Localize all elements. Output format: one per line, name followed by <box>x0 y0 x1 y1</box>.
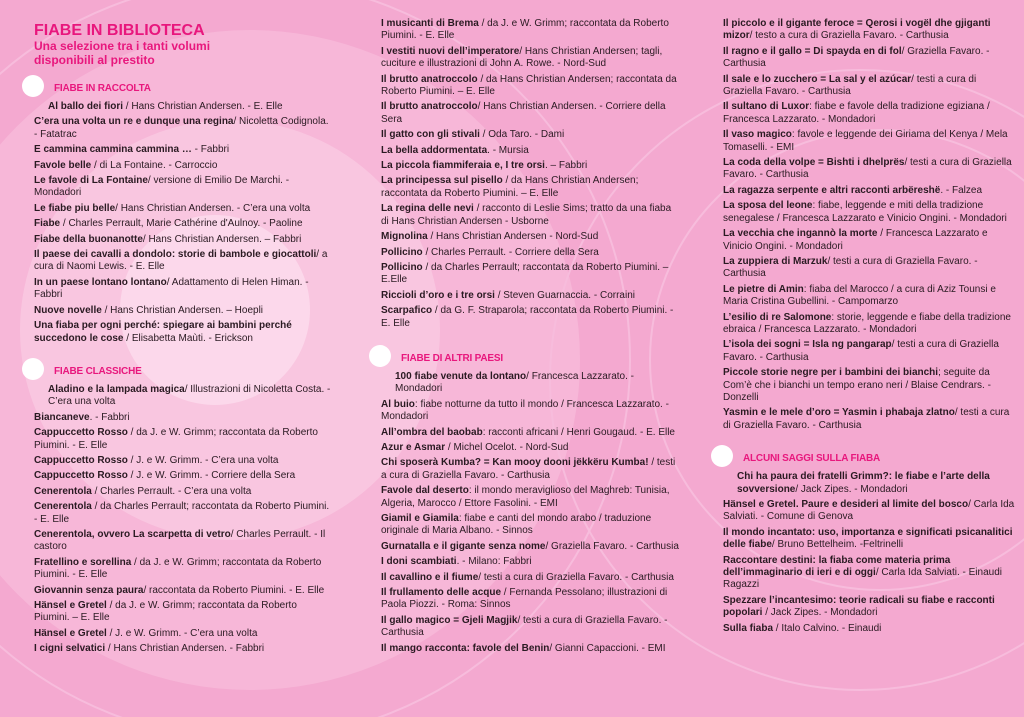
book-credits: / da Hans Christian Andersen; raccontata da Roberto Piumini. – E. Elle <box>381 175 639 199</box>
book-credits: . - Milano: Fabbri <box>456 556 532 568</box>
book-credits: / testi a cura di Graziella Favaro. - Carthusia <box>723 255 978 280</box>
book-credits: / testo a cura di Graziella Favaro. - Carthusia <box>749 30 949 42</box>
book-entry <box>34 320 334 345</box>
book-title: Hänsel e Gretel. Paure e desideri al limite del bosco <box>723 499 969 510</box>
book-entry <box>34 427 334 452</box>
book-title: Il brutto anatroccolo <box>381 101 478 113</box>
section-heading <box>723 451 1018 467</box>
column-2 <box>381 18 681 658</box>
book-title: Fiabe della buonanotte <box>34 233 143 245</box>
book-title: Il sultano di Luxor <box>723 101 810 113</box>
book-credits: / da J. e W. Grimm; raccontata da Roberto Piumini. – E. Elle <box>34 600 297 624</box>
book-credits: / Fernanda Pessolano; illustrazioni di Paola Piozzi. - Roma: Sinnos <box>381 587 668 611</box>
book-title: Le pietre di Amin <box>723 283 804 295</box>
book-entry <box>381 247 681 259</box>
book-entry <box>381 262 681 287</box>
book-entry <box>381 541 681 553</box>
section-label: ALCUNI SAGGI SULLA FIABA <box>743 453 881 465</box>
book-credits: / Adattamento di Helen Himan. - Fabbri <box>34 276 309 301</box>
book-entry <box>723 527 1018 552</box>
book-credits: / Steven Guarnaccia. - Corraini <box>494 289 635 301</box>
book-title: Mignolina <box>381 231 428 243</box>
book-title: La zuppiera di Marzuk <box>723 255 828 267</box>
book-entry <box>723 200 1018 225</box>
book-credits: / testi a cura di Graziella Favaro. - Carthusia <box>381 614 668 639</box>
book-credits: / di La Fontaine. - Carroccio <box>91 159 218 171</box>
book-entry <box>34 101 334 113</box>
book-title: La principessa sul pisello <box>381 175 503 187</box>
section-label: FIABE CLASSICHE <box>54 365 142 377</box>
book-credits: / testi a cura di Graziella Favaro. - Carthusia <box>723 73 977 98</box>
book-credits: / da Hans Christian Andersen; raccontata da Roberto Piumini. – E. Elle <box>381 73 677 98</box>
book-credits: / Elisabetta Maùti. - Erickson <box>123 332 253 344</box>
book-credits: / J. e W. Grimm. - C’era una volta <box>127 454 279 466</box>
book-title: All’ombra del baobab <box>381 426 483 438</box>
book-entry <box>34 277 334 302</box>
section-bullet-icon <box>22 75 44 97</box>
book-entry <box>34 529 334 554</box>
book-entry <box>723 74 1018 99</box>
book-entry <box>381 129 681 141</box>
book-entry <box>381 399 681 424</box>
section-label: FIABE IN RACCOLTA <box>54 83 151 94</box>
book-title: Chi ha paura dei fratelli Grimm?: le fiabe e l’arte della sovversione <box>737 471 990 495</box>
book-title: Fiabe <box>34 218 61 230</box>
book-entry <box>381 290 681 302</box>
book-title: Cenerentola <box>34 485 92 497</box>
book-title: L’isola dei sogni = Isla ng pangarap <box>723 339 892 351</box>
book-title: Cenerentola <box>34 501 92 513</box>
book-entry <box>34 557 334 582</box>
book-title: Le fiabe piu belle <box>34 202 116 214</box>
book-entry <box>381 371 681 396</box>
book-title: La bella addormentata <box>381 144 488 156</box>
book-entry <box>381 615 681 640</box>
book-credits: / Gianni Capaccioni. - EMI <box>549 642 666 654</box>
book-entry <box>723 471 1018 496</box>
book-credits: / Carla Ida Salviati. - Comune di Genova <box>723 499 1015 523</box>
book-title: Cenerentola, ovvero La scarpetta di vetro <box>34 528 231 540</box>
book-entry <box>34 643 334 655</box>
book-credits: / testi a cura di Graziella Favaro. - Carthusia <box>478 571 674 583</box>
book-entry <box>381 46 681 71</box>
book-title: La sposa del leone <box>723 200 813 212</box>
book-title: Al ballo dei fiori <box>48 101 124 112</box>
book-credits: / Francesca Lazzarato. - Mondadori <box>395 370 634 395</box>
book-title: Giovannin senza paura <box>34 584 144 596</box>
book-entry <box>34 600 334 625</box>
book-entry <box>723 499 1018 524</box>
book-entry <box>723 555 1018 592</box>
book-credits: / da J. e W. Grimm; raccontata da Roberto Piumini. - E. Elle <box>34 427 318 451</box>
book-credits: ; seguite da Com’è che i bianchi un tempo erano neri / Blaise Cendrars. - Donzelli <box>723 367 991 403</box>
book-title: Cappuccetto Rosso <box>34 470 128 482</box>
book-entry <box>723 339 1018 364</box>
book-entry <box>34 144 334 156</box>
column-2-body <box>381 18 681 655</box>
section-bullet-icon <box>22 358 44 380</box>
book-title: Favole belle <box>34 159 92 171</box>
book-title: Gurnatalla e il gigante senza nome <box>381 540 546 552</box>
column-3 <box>723 18 1018 638</box>
book-title: Il ragno e il gallo = Di spayda en di fol <box>723 45 902 57</box>
book-entry <box>723 367 1018 404</box>
page-title: FIABE IN BIBLIOTECA <box>34 22 205 39</box>
book-credits: / Jack Zipes. - Mondadori <box>795 483 908 495</box>
book-entry <box>34 455 334 467</box>
book-credits: : fiaba del Marocco / a cura di Aziz Tounsi e Maria Cristina Gubellini. - Campomarzo <box>723 283 996 308</box>
book-credits: / Hans Christian Andersen. - E. Elle <box>123 101 283 112</box>
book-credits: : fiabe e favole della tradizione egiziana / Francesca Lazzarato. - Mondadori <box>723 101 990 125</box>
book-title: Piccole storie negre per i bambini dei bianchi <box>723 367 939 379</box>
book-entry <box>723 407 1018 432</box>
book-title: Riccioli d’oro e i tre orsi <box>381 289 495 301</box>
section-heading <box>34 81 334 97</box>
book-credits: . - Falzea <box>940 184 983 196</box>
book-credits: : fiabe notturne da tutto il mondo / Francesca Lazzarato. - Mondadori <box>381 398 669 423</box>
book-title: Giamil e Giamila <box>381 513 459 524</box>
book-entry <box>381 18 681 43</box>
book-credits: / da J. e W. Grimm; raccontata da Roberto Piumini. - E. Elle <box>34 556 322 581</box>
book-entry <box>34 116 334 141</box>
book-credits: / Hans Christian Andersen - Nord-Sud <box>427 231 599 243</box>
book-credits: / da G. F. Straparola; raccontata da Roberto Piumini. - E. Elle <box>381 305 674 329</box>
book-title: 100 fiabe venute da lontano <box>395 370 527 382</box>
book-entry <box>723 595 1018 620</box>
book-entry <box>723 284 1018 309</box>
book-title: L’esilio di re Salomone <box>723 311 832 323</box>
book-credits: . - Fabbri <box>89 411 130 423</box>
book-title: Fratellino e sorellina <box>34 556 132 568</box>
book-credits: / Charles Perrault. - Corriere della Sera <box>422 246 599 258</box>
book-entry <box>381 145 681 157</box>
book-title: Cappuccetto Rosso <box>34 427 128 439</box>
book-credits: / a cura di Naomi Lewis. - E. Elle <box>34 249 328 273</box>
book-title: Al buio <box>381 398 415 410</box>
book-entry <box>381 442 681 454</box>
book-title: Il paese dei cavalli a dondolo: storie di bambole e giocattoli <box>34 249 317 261</box>
book-entry <box>34 305 334 317</box>
column-1 <box>34 16 334 659</box>
book-credits: / Graziella Favaro. - Carthusia <box>545 540 679 552</box>
book-entry <box>723 46 1018 71</box>
book-entry <box>381 556 681 568</box>
book-credits: / Graziella Favaro. - Carthusia <box>723 45 990 70</box>
book-entry <box>381 587 681 612</box>
book-entry <box>723 623 1018 635</box>
book-title: Favole dal deserto <box>381 485 469 497</box>
book-entry <box>723 157 1018 182</box>
book-title: Il mondo incantato: uso, importanza e significati psicanalitici delle fiabe <box>723 526 1013 551</box>
section-heading <box>34 364 334 380</box>
book-entry <box>34 470 334 482</box>
book-credits: / Michel Ocelot. - Nord-Sud <box>445 441 569 453</box>
book-credits: / Jack Zipes. - Mondadori <box>762 607 878 619</box>
book-entry <box>34 218 334 230</box>
book-title: Hänsel e Gretel <box>34 600 107 611</box>
book-title: Il gallo magico = Gjeli Magjik <box>381 614 518 626</box>
book-credits: / Italo Calvino. - Einaudi <box>773 622 882 634</box>
book-credits: : fiabe, leggende e miti della tradizione senegalese / Francesca Lazzarato e Vinicio Ongini. - Mondadori <box>723 200 1007 224</box>
book-title: Yasmin e le mele d’oro = Yasmin i phabaja zlatno <box>723 407 955 419</box>
book-credits: / raccontata da Roberto Piumini. - E. Elle <box>143 584 325 596</box>
book-credits: / Carla Ida Salviati. - Einaudi Ragazzi <box>723 567 1002 591</box>
book-credits: / testi a cura di Graziella Favaro. - Carthusia <box>381 457 676 481</box>
book-entry <box>723 256 1018 281</box>
book-entry <box>34 501 334 526</box>
book-title: Il piccolo e il gigante feroce = Qerosi i vogël dhe gjiganti mizor <box>723 18 991 42</box>
book-title: Azur e Asmar <box>381 441 446 453</box>
book-credits: / Hans Christian Andersen; tagli, cuciture e illustrazioni di John A. Rowe. - Nord-Sud <box>381 45 663 70</box>
book-credits: / Illustrazioni di Nicoletta Costa. - C’era una volta <box>48 383 331 408</box>
book-title: Nuove novelle <box>34 304 102 316</box>
book-title: Biancaneve <box>34 411 90 423</box>
book-title: Scarpafico <box>381 305 433 317</box>
book-title: C’era una volta un re e dunque una regina <box>34 116 234 128</box>
book-title: La piccola fiammiferaia e, I tre orsi <box>381 160 545 172</box>
book-title: La ragazza serpente e altri racconti arbëreshë <box>723 184 941 196</box>
book-credits: / Hans Christian Andersen. - C’era una volta <box>115 202 311 214</box>
book-credits: . – Fabbri <box>544 160 588 172</box>
book-title: Pollicino <box>381 261 423 273</box>
section-label: FIABE DI ALTRI PAESI <box>401 352 503 364</box>
book-entry <box>723 129 1018 154</box>
book-title: Il brutto anatroccolo <box>381 73 478 85</box>
book-credits: : il mondo meraviglioso del Maghreb: Tunisia, Algeria, Marocco / Ettore Fasolini. - EMI <box>381 485 670 509</box>
book-entry <box>381 160 681 172</box>
book-credits: / da J. e W. Grimm; raccontata da Roberto Piumini. - E. Elle <box>381 18 669 42</box>
book-credits: / J. e W. Grimm. - C’era una volta <box>106 627 258 639</box>
book-title: Le favole di La Fontaine <box>34 175 148 187</box>
book-credits: / testi a cura di Graziella Favaro. - Carthusia <box>723 339 999 363</box>
book-credits: / Charles Perrault. - Il castoro <box>34 528 326 553</box>
spacer <box>34 348 334 356</box>
book-credits: / Hans Christian Andersen. – Fabbri <box>142 233 302 245</box>
book-title: Sulla fiaba <box>723 622 774 634</box>
spacer <box>381 333 681 343</box>
book-entry <box>381 175 681 200</box>
book-credits: / da Charles Perrault; raccontata da Roberto Piumini. – E.Elle <box>381 261 669 286</box>
section-bullet-icon <box>711 445 733 467</box>
book-credits: / Charles Perrault. - C’era una volta <box>91 485 252 497</box>
book-title: I musicanti di Brema <box>381 18 479 29</box>
book-credits: : storie, leggende e fiabe della tradizione ebraica / Francesca Lazzarato. - Mondadori <box>723 311 1011 335</box>
book-credits: / Oda Taro. - Dami <box>479 129 565 141</box>
book-entry <box>723 101 1018 126</box>
book-title: Hänsel e Gretel <box>34 627 107 639</box>
book-title: I cigni selvatici <box>34 643 106 655</box>
book-entry <box>381 643 681 655</box>
book-entry <box>34 175 334 200</box>
book-entry <box>34 486 334 498</box>
book-title: Il vaso magico <box>723 129 792 141</box>
column-3-body <box>723 18 1018 635</box>
book-entry <box>381 572 681 584</box>
book-credits: / testi a cura di Graziella Favaro. - Carthusia <box>723 407 1010 431</box>
book-entry <box>34 412 334 424</box>
column-1-body <box>34 81 334 656</box>
book-title: In un paese lontano lontano <box>34 276 167 288</box>
book-title: Cappuccetto Rosso <box>34 454 128 466</box>
book-entry <box>381 231 681 243</box>
book-entry <box>34 384 334 409</box>
book-credits: / Hans Christian Andersen. – Hoepli <box>101 304 264 316</box>
book-entry <box>34 585 334 597</box>
book-entry <box>381 101 681 126</box>
book-credits: / J. e W. Grimm. - Corriere della Sera <box>127 470 296 482</box>
book-title: Chi sposerà Kumba? = Kan mooy dooni jëkkëru Kumba! <box>381 457 649 469</box>
book-entry <box>34 160 334 172</box>
book-entry <box>381 305 681 330</box>
book-title: Il gatto con gli stivali <box>381 129 480 141</box>
book-credits: / Bruno Bettelheim. -Feltrinelli <box>771 539 904 551</box>
book-credits: / versione di Emilio De Marchi. - Mondadori <box>34 175 290 199</box>
book-entry <box>34 249 334 274</box>
book-entry <box>723 228 1018 253</box>
book-title: Spezzare l’incantesimo: teorie radicali su fiabe e racconti popolari <box>723 594 995 619</box>
book-credits: / Hans Christian Andersen. - Fabbri <box>105 643 265 655</box>
page-subtitle: Una selezione tra i tanti volumi disponibili al prestito <box>34 39 211 67</box>
book-entry <box>723 185 1018 197</box>
book-credits: : fiabe e canti del mondo arabo / traduzione originale di Maria Albano. - Sinnos <box>381 513 652 537</box>
book-entry <box>723 312 1018 337</box>
book-title: Aladino e la lampada magica <box>48 383 185 395</box>
book-credits: / Charles Perrault, Marie Cathérine d'Aulnoy. - Paoline <box>60 218 303 230</box>
book-title: I vestiti nuovi dell’imperatore <box>381 45 520 57</box>
book-entry <box>34 203 334 215</box>
book-title: I doni scambiati <box>381 556 457 568</box>
book-credits: / racconto di Leslie Sims; tratto da una fiaba di Hans Christian Andersen - Usborne <box>381 203 672 227</box>
book-title: E cammina cammina cammina … <box>34 144 192 156</box>
book-entry <box>381 485 681 510</box>
book-title: Il sale e lo zucchero = La sal y el azúcar <box>723 73 912 85</box>
section-bullet-icon <box>369 345 391 367</box>
book-credits: - Fabbri <box>191 144 230 156</box>
book-title: Pollicino <box>381 246 423 258</box>
book-entry <box>381 203 681 228</box>
book-credits: / testi a cura di Graziella Favaro. - Carthusia <box>723 157 1012 181</box>
book-credits: / Nicoletta Codignola. - Fatatrac <box>34 116 329 140</box>
book-title: Una fiaba per ogni perché: spiegare ai bambini perché succedono le cose <box>34 320 292 344</box>
book-entry <box>381 457 681 482</box>
book-entry <box>34 234 334 246</box>
book-entry <box>723 18 1018 43</box>
section-heading <box>381 351 681 367</box>
book-title: La vecchia che ingannò la morte <box>723 228 878 240</box>
book-credits: : racconti africani / Henri Gougaud. - E. Elle <box>482 426 675 438</box>
book-title: La regina delle nevi <box>381 203 474 215</box>
book-entry <box>34 628 334 640</box>
book-credits: : favole e leggende dei Giriama del Kenya / Mela Tomaselli. - EMI <box>723 129 1008 153</box>
book-credits: . - Mursia <box>487 144 529 156</box>
book-title: Il frullamento delle acque <box>381 587 502 599</box>
book-title: Il cavallino e il fiume <box>381 571 479 583</box>
book-entry <box>381 427 681 439</box>
book-title: Il mango racconta: favole del Benin <box>381 642 550 654</box>
book-title: La coda della volpe = Bishti i dhelprës <box>723 157 905 169</box>
book-credits: / Hans Christian Andersen. - Corriere della Sera <box>381 101 666 125</box>
spacer <box>723 435 1018 443</box>
book-credits: / da Charles Perrault; raccontata da Roberto Piumini. - E. Elle <box>34 501 330 525</box>
book-credits: / Francesca Lazzarato e Vinicio Ongini. - Mondadori <box>723 228 988 252</box>
book-title: Raccontare destini: la fiaba come materia prima dell’immaginario di ieri e di oggi <box>723 554 951 579</box>
book-entry <box>381 74 681 99</box>
book-entry <box>381 513 681 538</box>
